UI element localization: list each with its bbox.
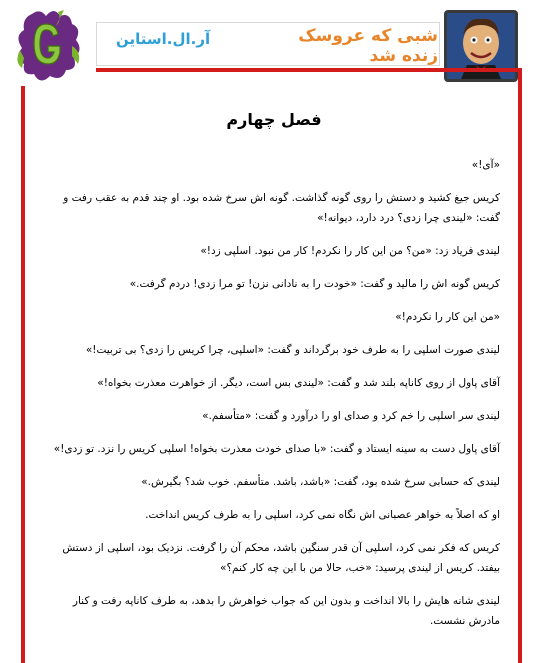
right-margin-rule: [518, 72, 522, 663]
paragraph: لیندی سر اسلپی را خم کرد و صدای او را درآورد و گفت: «متأسفم.»: [202, 410, 500, 422]
paragraph: کریس گونه اش را مالید و گفت: «خودت را به نادانی نزن! تو مرا زدی! دردم گرفت.»: [129, 278, 500, 290]
paragraph: کریس که فکر نمی کرد، اسلپی آن قدر سنگین باشد، محکم آن را گرفت. نزدیک بود، اسلپی از دستش بیفتد. کریس از لیندی پرسید: «خب، حالا من با این چه کار کنم؟»: [62, 542, 500, 574]
goosebumps-g-logo-icon: [12, 6, 84, 86]
author-name: آر.ال.استاین: [116, 30, 211, 48]
paragraph: آقای پاول از روی کاناپه بلند شد و گفت: «لیندی بس است، دیگر. از خواهرت معذرت بخواه!»: [97, 377, 500, 389]
page-header: [0, 0, 542, 100]
paragraph: او که اصلاً به خواهر عصبانی اش نگاه نمی کرد، اسلپی را به طرف کریس انداخت.: [145, 509, 500, 521]
paragraph: لیندی که حسابی سرخ شده بود، گفت: «باشد، باشد. متأسفم. خوب شد؟ بگیرش.»: [141, 476, 500, 488]
paragraph: «آی!»: [471, 159, 500, 171]
header-underline: [96, 68, 522, 72]
chapter-body: [48, 96, 500, 644]
paragraph: «من این کار را نکردم!»: [395, 311, 500, 323]
paragraph: آقای پاول دست به سینه ایستاد و گفت: «با صدای خودت معذرت بخواه! اسلپی کریس را نزد. تو زدی!»: [53, 443, 500, 455]
left-margin-rule: [21, 86, 25, 663]
paragraph: کریس جیغ کشید و دستش را روی گونه گذاشت. گونه اش سرخ شده بود. او چند قدم به عقب رفت و گفت: «لیندی چرا زدی؟ درد دارد، دیوانه!»: [63, 192, 500, 224]
paragraph: لیندی شانه هایش را بالا انداخت و بدون این که جواب خواهرش را بدهد، به طرف کاناپه رفت و کنار مادرش نشست.: [72, 595, 500, 627]
paragraph: لیندی صورت اسلپی را به طرف خود برگرداند و گفت: «اسلپی، چرا کریس را زدی؟ بی تربیت!»: [85, 344, 500, 356]
paragraph: لیندی فریاد زد: «من؟ من این کار را نکردم! کار من نبود. اسلپی زد!»: [200, 245, 500, 257]
chapter-title: فصل چهارم: [226, 110, 322, 129]
book-title: شبی که عروسک زنده شد: [298, 26, 438, 66]
